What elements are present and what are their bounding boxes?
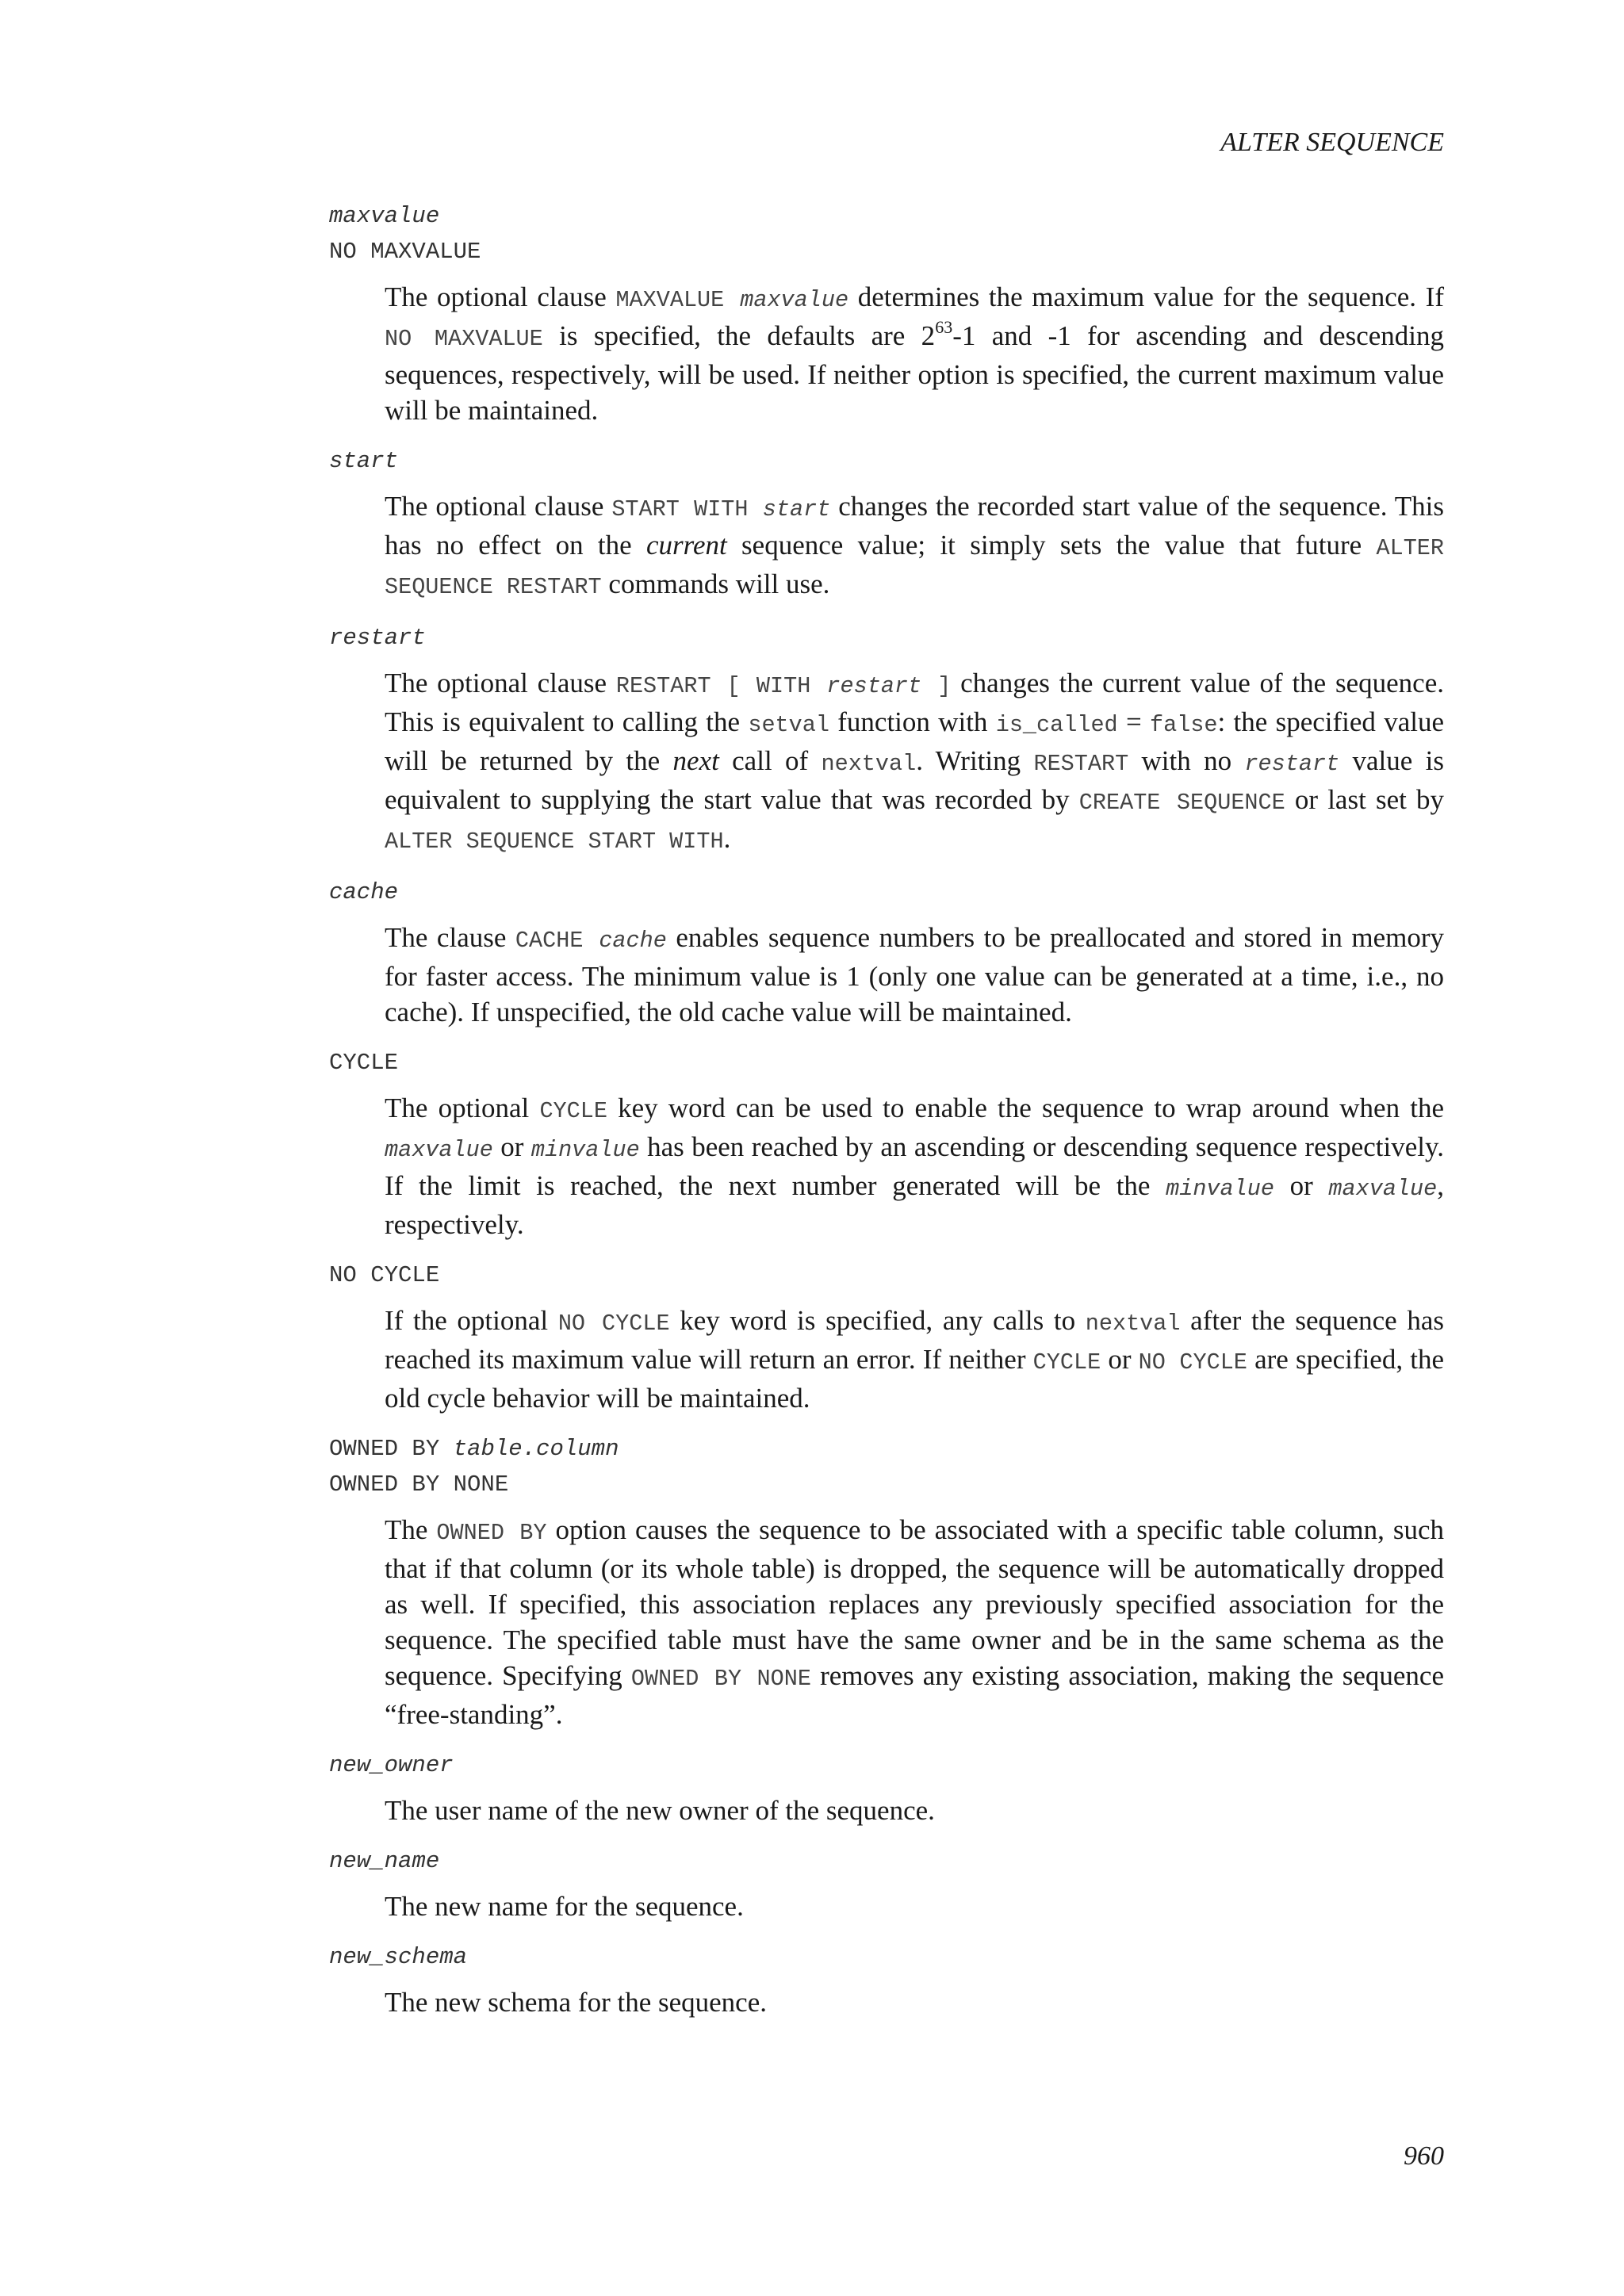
term-no-cycle: NO CYCLE [329,1262,440,1288]
term-new-owner: new_owner [329,1752,454,1778]
desc-cache: The clause CACHE cache enables sequence numbers to be preallocated and stored in memory for faster access. The minimum value is 1 (only one value can be generated at a time, i.e., no cache). If unspecified, the old cache value will be maintained. [385,922,1444,1027]
parameter-list [329,198,1444,2035]
desc-new-owner: The user name of the new owner of the sequence. [385,1795,935,1826]
term-owned-by-none: OWNED BY NONE [329,1471,509,1498]
desc-new-name: The new name for the sequence. [385,1891,744,1922]
desc-owned-by: The OWNED BY option causes the sequence to be associated with a specific table column, such that if that column (or its whole table) is dropped, the sequence will be automatically dropped as well. If specified, this association replaces any previously specified association for the sequence. The specified table must have the same owner and be in the same schema as the sequence. Specifying OWNED BY NONE removes any existing association, making the sequence “free-standing”. [385,1514,1444,1730]
term-maxvalue: maxvalue [329,203,440,229]
desc-new-schema: The new schema for the sequence. [385,1987,768,2018]
desc-maxvalue: The optional clause MAXVALUE maxvalue determines the maximum value for the sequence. If NO MAXVALUE is specified, the defaults are $2^{63}-1$ and -1 for ascending and descending sequences, respectively, will be used. If neither option is specified, the current maximum value will be maintained. [385,281,1444,426]
term-new-schema: new_schema [329,1944,468,1970]
term-cache: cache [329,879,399,905]
term-owned-by-column: OWNED BY table.column [329,1436,619,1462]
running-header: ALTER SEQUENCE [1220,128,1444,157]
term-start: start [329,448,399,474]
desc-restart: The optional clause RESTART [ WITH restart ] changes the current value of the sequence. This is equivalent to calling the setval function with is_called = false: the specified value will be returned by the next call of nextval. Writing RESTART with no restart value is equivalent to supplying the start value that was recorded by CREATE SEQUENCE or last set by ALTER SEQUENCE START WITH. [385,668,1444,855]
page-number: 960 [1404,2141,1444,2171]
desc-start: The optional clause START WITH start changes the recorded start value of the sequence. This has no effect on the current sequence value; it simply sets the value that future ALTER SEQUENCE RESTART commands will use. [385,491,1444,600]
term-new-name: new_name [329,1848,440,1874]
desc-no-cycle: If the optional NO CYCLE key word is specified, any calls to nextval after the sequence has reached its maximum value will return an error. If neither CYCLE or NO CYCLE are specified, the old cycle behavior will be maintained. [385,1305,1444,1414]
term-cycle: CYCLE [329,1050,399,1076]
term-restart: restart [329,625,426,651]
desc-cycle: The optional CYCLE key word can be used to enable the sequence to wrap around when the maxvalue or minvalue has been reached by an ascending or descending sequence respectively. If the limit is reached, the next number generated will be the minvalue or maxvalue, respectively. [385,1093,1444,1240]
term-no-maxvalue: NO MAXVALUE [329,239,481,265]
